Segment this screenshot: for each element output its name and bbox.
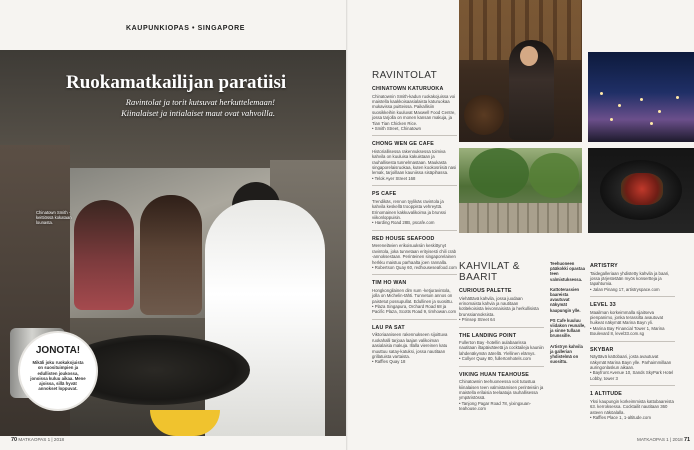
restaurant-entry (372, 325, 457, 365)
divider (459, 327, 544, 328)
hero-subtitle: Ravintolat ja torit kutsuvat herkuttelemaan! Kiinalaiset ja intialaiset maut ovat vahvoilla. (121, 97, 275, 118)
bar-entry (590, 263, 675, 297)
bar-address: • Jalan Pinang 17, artistryspace.com (590, 286, 660, 292)
photo-light (640, 98, 643, 101)
divider (590, 296, 675, 297)
restaurant-title: CHONG WEN GE CAFE (372, 141, 434, 148)
photo-light (618, 104, 621, 107)
photo-light (676, 96, 679, 99)
magazine-name-left: MATKAOPAS 1 | 2018 (18, 437, 65, 442)
bar-entry (590, 302, 675, 342)
badge-text: Mikäli joku ruokakojuista on suosituimpien ja edullisten joukossa, jonoissa kuluu aikaa. Mene ajoissa, sillä hyvät annokset loppuvat. (30, 360, 86, 392)
photo-garden-cafe (459, 148, 582, 233)
restaurant-entry (372, 280, 457, 320)
restaurant-title: LAU PA SAT (372, 324, 405, 331)
bar-text: Maailman korkeimmalla sijaitseva pienpanimo, jonka terassilta avautuvat huikeat näkymät Marina Bayn yli. (590, 309, 664, 326)
cafe-entry (459, 288, 544, 328)
bar-title: 1 ALTITUDE (590, 391, 623, 398)
restaurant-title: TIM HO WAN (372, 280, 407, 287)
bar-title: LEVEL 33 (590, 302, 616, 309)
restaurant-text: Viktoriaaniseen rakennukseen sijoittuva ruokahalli tarjoaa laajan valikoiman aasialaisia makuja. Illalla viereinen katu muuttuu satay-katuksi, jossa nautitaan grillatuista vartaista. (372, 332, 448, 359)
photo-teahouse-chef (459, 0, 582, 142)
photo-caption-tip: Kattoterassien baareista avautuvat näkymät kaupungin ylle. (550, 286, 581, 313)
divider (590, 341, 675, 342)
photo-person-woman-2 (140, 195, 202, 315)
photo-dish (621, 173, 663, 205)
page-number-right: 71 (684, 437, 691, 443)
cafe-text: Fullerton Bay -hotellin aulabaarissa nautitaan iltapäiväteetä ja cocktaileja kauniin lahdenäkymän äärellä. Ylellinen elämys. (459, 340, 544, 356)
restaurant-address: • Harding Road 28B, pscafe.com (372, 220, 435, 226)
bar-text: Yksi kaupungin korkeimmista kattobaareista 63. kerroksessa. Cocktailit nautitaan 360 asteen näköalalla. (590, 398, 674, 415)
photo-tree (469, 148, 529, 198)
magazine-name-right: MATKAOPAS 1 | 2018 (637, 437, 683, 442)
cafe-title: CURIOUS PALETTE (459, 288, 512, 294)
bar-title: SKYBAR (590, 346, 614, 353)
photo-light (600, 92, 603, 95)
cafe-title: VIKING HUAN TEAHOUSE (459, 371, 529, 378)
restaurants-heading: RAVINTOLAT (372, 70, 438, 81)
restaurant-address: • Telok Ayer Street 168 (372, 175, 416, 181)
restaurant-address: • Plaza Singapura, Orchard Road 68 ja Pacific Plaza, Scotts Road 9, timhowan.com (372, 304, 457, 315)
photo-night-skyline (588, 52, 694, 142)
tip-badge (20, 333, 96, 409)
photo-chef (205, 200, 325, 436)
cafe-entry (459, 333, 544, 367)
photo-captions-column (550, 261, 586, 369)
photo-caption-tip: Teehuoneen pääkokki opastaa teen valmistuksessa. (550, 261, 585, 282)
restaurant-title: RED HOUSE SEAFOOD (372, 235, 435, 242)
bar-address: • Bayfront Avenue 10, Sands SkyPark Hotel Lobby, tower 3 (590, 370, 674, 381)
restaurant-entry (372, 236, 457, 276)
bar-text: Näyttävä kattobaari, josta avautuvat näkymät Marina Bayn ylle. Parhaimmillaan auringonlaskun aikaan. (590, 354, 672, 370)
page-gutter (346, 0, 348, 450)
restaurant-address: • Robertson Quay 60, redhouseseafood.com (372, 264, 457, 270)
photo-clay-pot (464, 95, 504, 135)
photo-chef-face (520, 46, 538, 66)
restaurant-title: CHINATOWN KATURUOKA (372, 86, 444, 92)
restaurant-title: PS CAFE (372, 191, 397, 198)
bar-address: • Marina Bay Financial Tower 1, Marina Boulevard 8, level33.com.sg (590, 325, 665, 337)
restaurant-address: • Raffles Quay 18 (372, 359, 406, 365)
restaurant-entry (372, 141, 457, 186)
photo-light (610, 118, 613, 121)
cafes-heading: KAHVILAT & BAARIT (459, 261, 520, 283)
cafes-column (459, 261, 544, 412)
photo-caption-tip: PS Cafe kuuluu viidakon reunalle, ja sinne tullaan brunssille. (550, 317, 586, 339)
restaurant-text: Hongkongilainen dim sum -ketjuravintola, jolla on Michelin-tähti. Tunnetuin annos on paistetut possupullat. Edullinen ja suosittu. (372, 287, 453, 304)
divider (372, 319, 457, 320)
bar-title: ARTISTRY (590, 263, 618, 269)
photo-light (658, 110, 661, 113)
cafe-text: Chinatownin teehuoneessa voit tutustua kiinalaisen teen valmistamisen perinteisiin ja maistella erilaisia teelaatuja rauhallisessa ympäristössä. (459, 379, 544, 401)
photo-plated-dish (588, 148, 694, 233)
photo-tree (529, 153, 579, 198)
divider (372, 230, 457, 231)
restaurant-text: Historiallisessa rakennuksessa toimiva kahvila on kuuluisa kakuistaan ja rauhallisesta tunnelmastaan. Maukasta singaporelaisruokaa, kuten kookosriisiä nasi lemak, tarjoillaan kauniissa sisäpihassa. (372, 148, 457, 176)
bar-entry (590, 347, 675, 387)
restaurant-address: • Smith Street, Chinatown (372, 125, 422, 131)
restaurants-column (372, 70, 457, 365)
cafe-address: • Prinsep Street 64 (459, 317, 495, 323)
page-number-left: 70 (11, 437, 18, 443)
bar-text: Taidegalleriaan yhdistetty kahvila ja baari, jossa järjestetään myös konsertteja ja tapahtumia. (590, 270, 670, 287)
photo-terrace-floor (459, 203, 582, 233)
divider (372, 185, 457, 186)
cafe-text: Viehättävä kahvila, jossa juodaan erinomaista kahvia ja nautitaan kotitekoisista leivonnaisista ja herkullisista brunssiannoksista. (459, 295, 539, 317)
cafe-address: • Collyer Quay 80, fullertonhotels.com (459, 356, 531, 362)
cafe-entry (459, 372, 544, 412)
badge-title: JONOTA! (35, 345, 81, 356)
divider (459, 366, 544, 367)
cafe-title: THE LANDING POINT (459, 332, 517, 339)
folio-right (637, 437, 690, 443)
photo-light (650, 122, 653, 125)
hero-title: Ruokamatkailijan paratiisi (66, 72, 287, 93)
restaurant-text: Trendikäs, rennon tyylikäs ravintola ja kahvila keskellä trooppista vehreyttä. Erinomainen kakkuvalikoima ja brunssi viikonloppuisin. (372, 198, 447, 220)
photo-caption: Chinatown Smith -keittiössä kokataan lounasta. (36, 210, 72, 226)
restaurant-text: Chinatownin Smith-kadun ruokakojuissa voi maistella kaakkoisaasialaista katuruokaa mukavissa puitteissa. Paikallisiin suosikkeihin kuuluvat Maxwell Food Centre, jossa tarjolla on monen kansan makuja, ja Tian Tian Chicken Rice. (372, 93, 456, 126)
cafe-address: • Tanjong Pagar Road 78, yixingxuan-teahouse.com (459, 400, 531, 412)
photo-person-woman (74, 200, 134, 310)
section-header: KAUPUNKIOPAS • SINGAPORE (126, 25, 246, 32)
bar-entry (590, 391, 675, 420)
folio-left (11, 437, 64, 443)
nightlife-column (590, 258, 675, 420)
divider (372, 274, 457, 275)
restaurant-entry (372, 86, 457, 136)
restaurant-entry (372, 191, 457, 231)
bar-address: • Raffles Place 1, 1-altitude.com (590, 414, 651, 420)
divider (590, 385, 675, 386)
photo-caption-tip: Artistryn kahvila ja gallerian yhdistelmä on suosittu. (550, 343, 583, 365)
divider (372, 135, 457, 136)
restaurant-text: Merenelävien erikoisuuksiin keskittynyt ravintola, joka tunnetaan erityisesti chili crab -annoksestaan. Perinteinen singaporelainen herkku maistuu parhaalta joen rannalla. (372, 243, 457, 265)
